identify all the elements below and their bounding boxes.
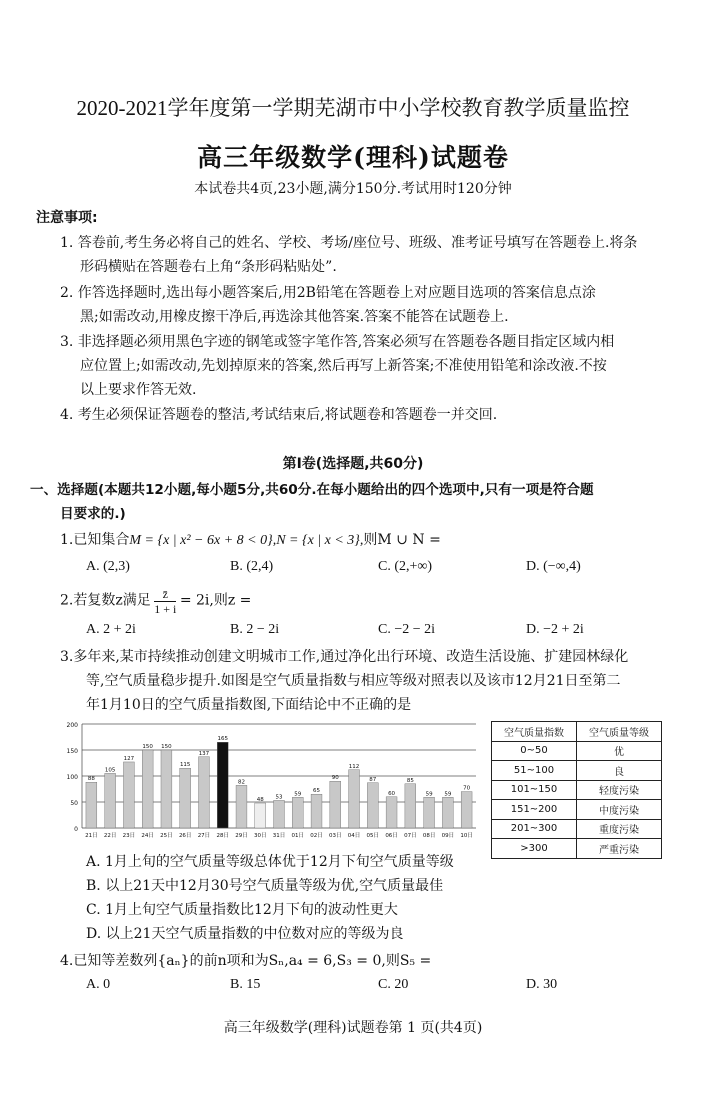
bar-value-label: 59 <box>294 791 302 798</box>
bar-value-label: 88 <box>87 776 95 783</box>
aqi-level: 轻度污染 <box>577 780 662 800</box>
x-tick-label: 04日 <box>347 833 361 839</box>
bar-value-label: 82 <box>237 779 245 786</box>
bar <box>86 782 97 828</box>
bar-value-label: 48 <box>256 797 264 804</box>
x-tick-label: 21日 <box>85 833 98 839</box>
exam-title: 高三年级数学(理科)试题卷 <box>197 143 509 172</box>
bar <box>180 768 191 828</box>
aqi-range: 51~100 <box>492 761 577 781</box>
notice-item-1-line-1: 1. 答卷前,考生务必将自己的姓名、学校、考场/座位号、班级、准考证号填写在答题卷上.将条 <box>60 235 638 251</box>
x-tick-label: 10日 <box>460 833 473 839</box>
aqi-range: 101~150 <box>492 780 577 800</box>
notice-item-3-line-2: 应位置上;如需改动,先划掉原来的答案,然后再写上新答案;不准使用铅笔和涂改液.不按 <box>80 358 607 374</box>
bar <box>424 797 435 828</box>
bar <box>236 785 247 828</box>
bar <box>142 750 153 828</box>
q2-stem-a: 2.若复数z满足 <box>60 592 151 609</box>
q2-stem-b: = 2i,则z = <box>179 592 252 609</box>
notice-item-4: 4. 考生必须保证答题卷的整洁,考试结束后,将试题卷和答题卷一并交回. <box>60 407 498 423</box>
aqi-table-row <box>492 780 662 800</box>
section-heading-line-1: 一、选择题(本题共12小题,每小题5分,共60分.在每小题给出的四个选项中,只有一项是符合题 <box>30 482 594 498</box>
bar <box>161 750 172 828</box>
aqi-table-row <box>492 800 662 820</box>
notice-item-3-line-1: 3. 非选择题必须用黑色字迹的钢笔或签字笔作答,答案必须写在答题卷各题目指定区域内相 <box>60 334 615 350</box>
aqi-level: 中度污染 <box>577 800 662 820</box>
aqi-range: >300 <box>492 839 577 859</box>
bar-value-label: 90 <box>331 775 339 782</box>
q2-fraction <box>154 587 176 616</box>
bar <box>217 742 228 828</box>
notice-item-2-line-2: 黑;如需改动,用橡皮擦干净后,再选涂其他答案.答案不能答在试题卷上. <box>80 309 509 325</box>
x-tick-label: 30日 <box>253 833 267 839</box>
q3-option-a: A. 1月上旬的空气质量等级总体优于12月下旬空气质量等级 <box>86 854 454 870</box>
bar <box>349 770 360 828</box>
q4-option-a: A. 0 <box>86 977 111 992</box>
question-1-stem <box>60 529 441 549</box>
aqi-range: 0~50 <box>492 741 577 761</box>
notice-item-3-line-3: 以上要求作答无效. <box>80 382 197 398</box>
x-tick-label: 26日 <box>178 833 192 839</box>
y-tick-label: 150 <box>66 748 78 755</box>
q1-stem-c: 则M ∪ N = <box>363 532 441 548</box>
page-footer: 高三年级数学(理科)试题卷第 1 页(共4页) <box>223 1020 483 1036</box>
bar-value-label: 87 <box>369 776 377 783</box>
x-tick-label: 23日 <box>122 833 136 839</box>
bar <box>311 794 322 828</box>
aqi-range: 151~200 <box>492 800 577 820</box>
aqi-level: 良 <box>577 761 662 781</box>
x-tick-label: 22日 <box>103 833 117 839</box>
q3-option-b: B. 以上21天中12月30号空气质量等级为优,空气质量最佳 <box>86 878 444 894</box>
q4-option-d: D. 30 <box>526 977 558 992</box>
x-tick-label: 06日 <box>385 833 398 839</box>
section-heading-line-2: 目要求的.) <box>60 506 126 522</box>
notice-title: 注意事项: <box>36 210 98 226</box>
q3-stem-line-2: 等,空气质量稳步提升.如图是空气质量指数与相应等级对照表以及该市12月21日至第二 <box>86 673 621 689</box>
q1-option-b: B. (2,4) <box>230 559 274 574</box>
y-tick-label: 200 <box>66 722 78 729</box>
bar-value-label: 85 <box>406 777 414 784</box>
q1-option-c: C. (2,+∞) <box>378 559 433 574</box>
exam-header: 2020-2021学年度第一学期芜湖市中小学校教育教学质量监控 <box>76 96 630 120</box>
bar-value-label: 59 <box>444 791 452 798</box>
bar-value-label: 105 <box>104 767 116 774</box>
bar <box>405 784 416 828</box>
notice-item-2-line-1: 2. 作答选择题时,选出每小题答案后,用2B铅笔在答题卷上对应题目选项的答案信息点涂 <box>60 285 596 301</box>
x-tick-label: 24日 <box>141 833 154 839</box>
y-tick-label: 50 <box>70 800 78 807</box>
q3-option-d: D. 以上21天空气质量指数的中位数对应的等级为良 <box>86 926 404 942</box>
bar <box>274 800 285 828</box>
bar <box>386 797 397 828</box>
q3-option-c: C. 1月上旬空气质量指数比12月下旬的波动性更大 <box>86 902 398 918</box>
bar <box>330 781 341 828</box>
exam-subtitle: 本试卷共4页,23小题,满分150分.考试用时120分钟 <box>194 181 512 197</box>
bar-value-label: 60 <box>388 790 396 797</box>
bar <box>367 783 378 828</box>
bar <box>442 797 453 828</box>
aqi-header-level: 空气质量等级 <box>577 722 662 742</box>
bar-value-label: 137 <box>198 750 210 757</box>
aqi-level: 优 <box>577 741 662 761</box>
q1-stem-b: M = {x | x² − 6x + 8 < 0},N = {x | x < 3}, <box>129 533 364 548</box>
x-tick-label: 29日 <box>235 833 248 839</box>
aqi-table-header-row <box>492 722 662 742</box>
q2-frac-num: z̄ <box>154 587 176 602</box>
q1-option-d: D. (−∞,4) <box>526 559 581 574</box>
section-title: 第Ⅰ卷(选择题,共60分) <box>282 456 424 472</box>
bar <box>123 762 134 828</box>
bar <box>292 797 303 828</box>
q1-option-a: A. (2,3) <box>86 559 130 574</box>
q2-frac-den: 1 + i <box>154 602 177 616</box>
y-tick-label: 0 <box>74 826 78 833</box>
x-tick-label: 25日 <box>160 833 173 839</box>
q2-option-c: C. −2 − 2i <box>378 622 436 637</box>
q3-stem-line-3: 年1月10日的空气质量指数图,下面结论中不正确的是 <box>86 697 412 713</box>
bar <box>255 803 266 828</box>
bar-value-label: 127 <box>123 755 135 762</box>
notice-item-1-line-2: 形码横贴在答题卷右上角“条形码粘贴处”. <box>80 259 337 275</box>
bar-value-label: 165 <box>217 736 228 743</box>
q4-option-b: B. 15 <box>230 977 261 992</box>
aqi-table-row <box>492 761 662 781</box>
x-tick-label: 09日 <box>441 833 455 839</box>
bar-value-label: 115 <box>179 762 191 769</box>
bar-value-label: 70 <box>463 785 471 792</box>
aqi-level: 严重污染 <box>577 839 662 859</box>
aqi-table-row <box>492 741 662 761</box>
x-tick-label: 08日 <box>422 833 436 839</box>
aqi-level: 重度污染 <box>577 819 662 839</box>
bar-value-label: 59 <box>425 791 433 798</box>
bar <box>461 792 472 828</box>
q2-option-d: D. −2 + 2i <box>526 622 584 637</box>
q3-stem-line-1: 3.多年来,某市持续推动创建文明城市工作,通过净化出行环境、改造生活设施、扩建园林绿化 <box>60 649 629 665</box>
q2-option-b: B. 2 − 2i <box>230 622 280 637</box>
question-2-stem <box>60 587 251 616</box>
aqi-bar-chart <box>60 718 480 846</box>
x-tick-label: 31日 <box>272 833 286 839</box>
bar-value-label: 150 <box>161 744 172 750</box>
aqi-table-row <box>492 839 662 859</box>
x-tick-label: 03日 <box>329 833 342 839</box>
bar-value-label: 53 <box>275 794 283 801</box>
x-tick-label: 02日 <box>310 833 323 839</box>
q4-stem: 4.已知等差数列{aₙ}的前n项和为Sₙ,a₄ = 6,S₃ = 0,则S₅ = <box>60 953 432 969</box>
bar-value-label: 65 <box>313 788 321 795</box>
q1-stem-a: 1.已知集合 <box>60 532 130 548</box>
aqi-level-table <box>491 721 662 859</box>
x-tick-label: 07日 <box>404 833 417 839</box>
x-tick-label: 05日 <box>366 833 380 839</box>
bar-value-label: 112 <box>348 763 360 770</box>
bar <box>105 773 116 828</box>
x-tick-label: 01日 <box>291 833 305 839</box>
q2-option-a: A. 2 + 2i <box>86 622 136 637</box>
bar <box>199 757 210 828</box>
aqi-header-index: 空气质量指数 <box>492 722 577 742</box>
x-tick-label: 27日 <box>197 833 211 839</box>
bar-value-label: 150 <box>142 744 153 750</box>
x-tick-label: 28日 <box>216 833 229 839</box>
q4-option-c: C. 20 <box>378 977 409 992</box>
aqi-table-row <box>492 819 662 839</box>
aqi-range: 201~300 <box>492 819 577 839</box>
y-tick-label: 100 <box>66 774 78 781</box>
